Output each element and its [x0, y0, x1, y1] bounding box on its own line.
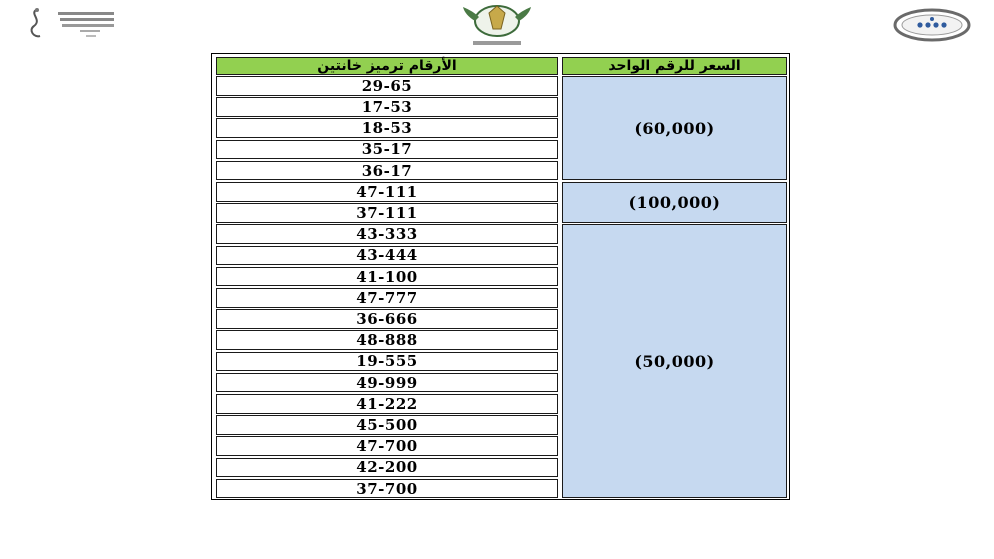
number-cell: 43-333	[216, 224, 558, 244]
seal-logo	[893, 8, 971, 42]
number-cell: 17-53	[216, 97, 558, 117]
numbers-price-table	[211, 53, 790, 500]
emblem-logo	[455, 3, 539, 49]
price-cell: (50,000)	[562, 224, 787, 498]
number-cell: 42-200	[216, 458, 558, 478]
number-cell: 48-888	[216, 330, 558, 350]
number-cell: 49-999	[216, 373, 558, 393]
number-cell: 18-53	[216, 118, 558, 138]
price-cell: (60,000)	[562, 76, 787, 180]
number-cell: 43-444	[216, 246, 558, 266]
number-cell: 47-111	[216, 182, 558, 202]
number-cell: 36-17	[216, 161, 558, 181]
price-cell: (100,000)	[562, 182, 787, 223]
number-cell: 37-111	[216, 203, 558, 223]
number-cell: 41-222	[216, 394, 558, 414]
number-cell: 47-700	[216, 436, 558, 456]
price-column-header: السعر للرقم الواحد	[562, 57, 787, 75]
number-cell: 41-100	[216, 267, 558, 287]
number-cell: 37-700	[216, 479, 558, 499]
number-cell: 29-65	[216, 76, 558, 96]
number-cell: 19-555	[216, 352, 558, 372]
numbers-column-header: الأرقام ترميز خانتين	[216, 57, 558, 75]
number-cell: 47-777	[216, 288, 558, 308]
number-cell: 35-17	[216, 140, 558, 160]
award-logo	[22, 6, 117, 42]
number-cell: 45-500	[216, 415, 558, 435]
number-cell: 36-666	[216, 309, 558, 329]
